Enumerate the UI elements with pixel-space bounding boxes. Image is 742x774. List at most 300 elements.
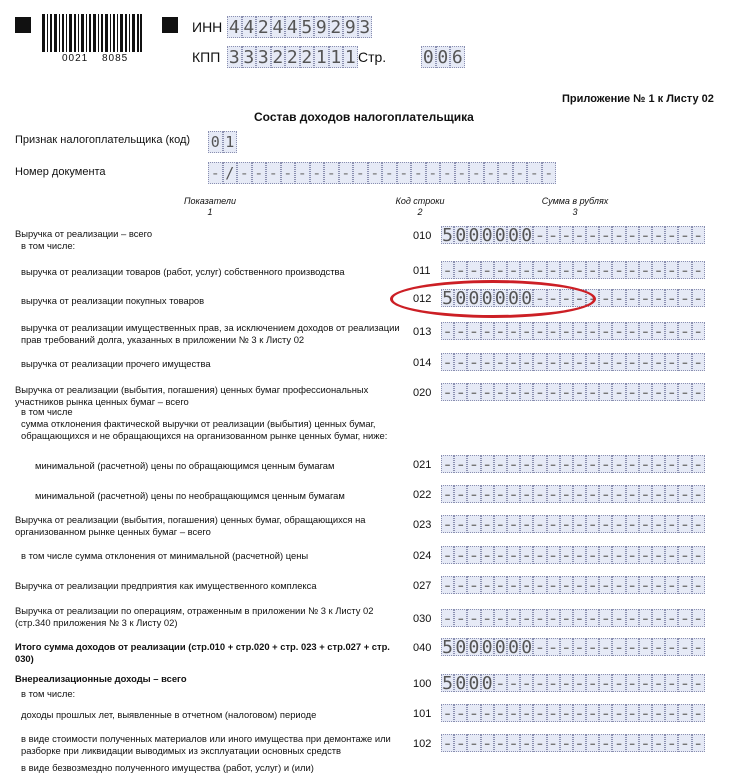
inn-field[interactable] — [227, 16, 372, 38]
char-cell: 2 — [301, 47, 313, 68]
row-label: доходы прошлых лет, выявленные в отчетном (налоговом) периоде — [21, 709, 317, 720]
char-cell: - — [534, 321, 546, 342]
char-cell: - — [666, 288, 678, 309]
char-cell: - — [692, 260, 704, 281]
char-cell: - — [692, 514, 704, 535]
char-cell: - — [666, 575, 678, 596]
char-cell: - — [521, 321, 533, 342]
char-cell: - — [508, 703, 519, 724]
char-cell: - — [442, 260, 454, 281]
char-cell: - — [626, 454, 638, 475]
char-cell: - — [626, 352, 638, 373]
char-cell: - — [442, 382, 454, 403]
char-cell: - — [468, 514, 480, 535]
row-code: 020 — [413, 387, 432, 399]
char-cell: - — [613, 382, 625, 403]
char-cell: - — [639, 637, 651, 658]
char-cell: - — [481, 382, 493, 403]
amount-field-101[interactable] — [441, 704, 705, 722]
char-cell: - — [560, 288, 572, 309]
row-code: 030 — [413, 613, 432, 625]
char-cell: - — [534, 545, 546, 566]
char-cell: - — [494, 545, 506, 566]
column-title: Сумма в рублях — [541, 196, 609, 206]
char-cell: 0 — [208, 131, 223, 153]
row-label: в том числе сумма отклонения от минимальной (расчетной) цены — [21, 550, 309, 561]
char-cell: 0 — [468, 637, 480, 658]
char-cell: 5 — [442, 637, 454, 658]
char-cell: - — [587, 673, 599, 694]
char-cell: - — [587, 288, 599, 309]
amount-field-030[interactable] — [441, 609, 705, 627]
char-cell: - — [455, 608, 467, 629]
kpp-field[interactable] — [227, 46, 358, 68]
char-cell: - — [481, 321, 493, 342]
char-cell: - — [534, 454, 546, 475]
form-title: Состав доходов налогоплательщика — [254, 110, 474, 124]
char-cell: - — [639, 382, 651, 403]
amount-field-024[interactable] — [441, 546, 705, 564]
char-cell: - — [494, 673, 506, 694]
column-number: 1 — [207, 207, 213, 217]
char-cell: - — [679, 733, 691, 754]
char-cell: - — [498, 162, 513, 184]
char-cell: - — [547, 673, 559, 694]
row-code: 011 — [413, 265, 431, 277]
char-cell: - — [653, 321, 665, 342]
char-cell: - — [481, 514, 493, 535]
char-cell: - — [534, 382, 546, 403]
amount-field-014[interactable] — [441, 353, 705, 371]
char-cell: - — [692, 733, 704, 754]
row-code: 024 — [413, 550, 432, 562]
amount-field-013[interactable] — [441, 322, 705, 340]
char-cell: - — [666, 637, 678, 658]
amount-field-011[interactable] — [441, 261, 705, 279]
char-cell: - — [600, 637, 612, 658]
char-cell: - — [534, 288, 546, 309]
amount-field-040[interactable] — [441, 638, 705, 656]
amount-field-022[interactable] — [441, 485, 705, 503]
char-cell: - — [455, 575, 467, 596]
char-cell: - — [494, 575, 506, 596]
char-cell: 0 — [455, 673, 467, 694]
char-cell: - — [481, 733, 493, 754]
page-number-field[interactable] — [421, 46, 465, 68]
char-cell: 6 — [451, 47, 463, 68]
char-cell: 0 — [468, 288, 480, 309]
char-cell: - — [613, 637, 625, 658]
char-cell: - — [600, 673, 612, 694]
char-cell: - — [639, 514, 651, 535]
char-cell: - — [442, 352, 454, 373]
char-cell: - — [508, 514, 519, 535]
row-label: в том числе: — [21, 240, 76, 251]
char-cell: - — [626, 608, 638, 629]
char-cell: 3 — [257, 47, 269, 68]
column-number: 2 — [417, 207, 423, 217]
char-cell: - — [310, 162, 325, 184]
row-label: выручка от реализации товаров (работ, услуг) собственного производства — [21, 266, 345, 277]
char-cell: - — [639, 673, 651, 694]
char-cell: - — [626, 260, 638, 281]
char-cell: - — [587, 484, 599, 505]
char-cell: 0 — [468, 673, 480, 694]
row-code: 027 — [413, 580, 432, 592]
char-cell: 0 — [521, 225, 533, 246]
char-cell: - — [639, 321, 651, 342]
char-cell: - — [613, 288, 625, 309]
char-cell: - — [587, 637, 599, 658]
char-cell: - — [547, 225, 559, 246]
doc-number-field[interactable] — [208, 162, 556, 184]
corner-marker-right — [162, 17, 178, 33]
char-cell: - — [666, 608, 678, 629]
char-cell: - — [481, 352, 493, 373]
row-code: 012 — [413, 293, 432, 305]
char-cell: - — [442, 608, 454, 629]
char-cell: - — [653, 484, 665, 505]
char-cell: - — [560, 637, 572, 658]
char-cell: - — [679, 382, 691, 403]
amount-field-020[interactable] — [441, 383, 705, 401]
char-cell: - — [339, 162, 354, 184]
char-cell: - — [494, 514, 506, 535]
char-cell: - — [560, 484, 572, 505]
row-label: Выручка от реализации по операциям, отраженным в приложении № 3 к Листу 02 (стр.340 приложения № 3 к Листу 02) — [15, 605, 374, 628]
char-cell: - — [521, 382, 533, 403]
char-cell: - — [574, 514, 585, 535]
char-cell: - — [613, 514, 625, 535]
char-cell: - — [679, 608, 691, 629]
char-cell: - — [481, 454, 493, 475]
char-cell: 0 — [455, 288, 467, 309]
char-cell: - — [508, 575, 519, 596]
char-cell: - — [692, 637, 704, 658]
char-cell: - — [411, 162, 426, 184]
char-cell: - — [653, 545, 665, 566]
char-cell: - — [600, 288, 612, 309]
row-label: выручка от реализации прочего имущества — [21, 358, 211, 369]
char-cell: - — [692, 288, 704, 309]
char-cell: 2 — [330, 17, 342, 38]
char-cell: - — [508, 733, 519, 754]
char-cell: - — [547, 484, 559, 505]
amount-field-102[interactable] — [441, 734, 705, 752]
char-cell: - — [626, 225, 638, 246]
char-cell: - — [679, 225, 691, 246]
char-cell: - — [574, 352, 585, 373]
char-cell: 0 — [455, 225, 467, 246]
char-cell: - — [468, 608, 480, 629]
char-cell: - — [574, 703, 585, 724]
char-cell: 5 — [442, 288, 454, 309]
char-cell: - — [560, 575, 572, 596]
char-cell: - — [653, 288, 665, 309]
char-cell: 4 — [286, 17, 298, 38]
char-cell: - — [666, 260, 678, 281]
char-cell: - — [508, 260, 519, 281]
char-cell: - — [494, 608, 506, 629]
char-cell: - — [666, 321, 678, 342]
char-cell: - — [639, 454, 651, 475]
char-cell: - — [613, 673, 625, 694]
char-cell: - — [468, 321, 480, 342]
char-cell: - — [547, 545, 559, 566]
char-cell: - — [666, 382, 678, 403]
char-cell: - — [639, 288, 651, 309]
char-cell: - — [626, 703, 638, 724]
char-cell: - — [600, 454, 612, 475]
char-cell: - — [679, 288, 691, 309]
char-cell: - — [468, 733, 480, 754]
char-cell: - — [639, 608, 651, 629]
char-cell: - — [468, 454, 480, 475]
char-cell: - — [679, 454, 691, 475]
char-cell: 4 — [243, 17, 255, 38]
char-cell: - — [626, 575, 638, 596]
char-cell: - — [613, 733, 625, 754]
char-cell: - — [666, 514, 678, 535]
char-cell: - — [481, 260, 493, 281]
char-cell: - — [542, 162, 557, 184]
char-cell: 0 — [455, 637, 467, 658]
char-cell: 0 — [468, 225, 480, 246]
amount-field-010[interactable] — [441, 226, 705, 244]
char-cell: - — [574, 225, 585, 246]
char-cell: 0 — [422, 47, 434, 68]
char-cell: - — [626, 321, 638, 342]
char-cell: - — [508, 454, 519, 475]
char-cell: - — [534, 225, 546, 246]
row-code: 010 — [413, 230, 432, 242]
char-cell: - — [613, 608, 625, 629]
kpp-label: КПП — [192, 49, 221, 65]
char-cell: 2 — [286, 47, 298, 68]
char-cell: - — [534, 608, 546, 629]
char-cell: - — [426, 162, 441, 184]
char-cell: 0 — [481, 673, 493, 694]
amount-field-023[interactable] — [441, 515, 705, 533]
char-cell: - — [455, 514, 467, 535]
char-cell: - — [613, 260, 625, 281]
char-cell: - — [692, 225, 704, 246]
char-cell: - — [600, 382, 612, 403]
char-cell: - — [455, 382, 467, 403]
char-cell: - — [574, 608, 585, 629]
char-cell: - — [547, 260, 559, 281]
char-cell: - — [560, 352, 572, 373]
char-cell: 2 — [272, 47, 284, 68]
char-cell: - — [653, 673, 665, 694]
char-cell: - — [534, 703, 546, 724]
char-cell: - — [534, 673, 546, 694]
char-cell: - — [600, 352, 612, 373]
char-cell: - — [613, 225, 625, 246]
char-cell: - — [626, 288, 638, 309]
char-cell: - — [587, 575, 599, 596]
char-cell: - — [397, 162, 412, 184]
char-cell: - — [484, 162, 499, 184]
char-cell: - — [560, 454, 572, 475]
char-cell: - — [547, 352, 559, 373]
char-cell: - — [587, 733, 599, 754]
char-cell: - — [560, 545, 572, 566]
char-cell: - — [494, 454, 506, 475]
char-cell: - — [442, 484, 454, 505]
char-cell: - — [521, 673, 533, 694]
char-cell: - — [508, 484, 519, 505]
char-cell: 0 — [481, 225, 493, 246]
char-cell: - — [534, 352, 546, 373]
char-cell: - — [574, 321, 585, 342]
char-cell: - — [455, 454, 467, 475]
char-cell: - — [494, 484, 506, 505]
char-cell: - — [469, 162, 484, 184]
column-header-line-code — [380, 196, 460, 218]
char-cell: - — [666, 225, 678, 246]
char-cell: - — [600, 575, 612, 596]
char-cell: - — [574, 288, 585, 309]
char-cell: - — [613, 321, 625, 342]
char-cell: - — [468, 382, 480, 403]
char-cell: - — [547, 575, 559, 596]
char-cell: - — [639, 484, 651, 505]
char-cell: - — [613, 575, 625, 596]
char-cell: - — [692, 545, 704, 566]
char-cell: - — [666, 673, 678, 694]
char-cell: - — [600, 321, 612, 342]
char-cell: - — [560, 382, 572, 403]
char-cell: - — [574, 575, 585, 596]
char-cell: - — [692, 703, 704, 724]
char-cell: - — [587, 225, 599, 246]
char-cell: - — [653, 454, 665, 475]
char-cell: - — [613, 545, 625, 566]
char-cell: 9 — [344, 17, 356, 38]
char-cell: - — [587, 514, 599, 535]
char-cell: - — [587, 260, 599, 281]
column-number: 3 — [572, 207, 578, 217]
row-label: в виде безвозмездно полученного имущества (работ, услуг) и (или) — [21, 762, 314, 773]
char-cell: - — [521, 514, 533, 535]
char-cell: - — [455, 545, 467, 566]
barcode — [42, 14, 142, 52]
char-cell: 2 — [257, 17, 269, 38]
page-label: Стр. — [358, 49, 387, 65]
char-cell: - — [521, 545, 533, 566]
char-cell: - — [508, 673, 519, 694]
char-cell: 1 — [223, 131, 238, 153]
char-cell: 5 — [442, 673, 454, 694]
char-cell: - — [639, 225, 651, 246]
char-cell: - — [639, 352, 651, 373]
char-cell: - — [252, 162, 267, 184]
char-cell: - — [679, 637, 691, 658]
char-cell: - — [692, 608, 704, 629]
char-cell: - — [666, 484, 678, 505]
char-cell: - — [455, 733, 467, 754]
char-cell: - — [481, 575, 493, 596]
row-label: Выручка от реализации предприятия как имущественного комплекса — [15, 580, 317, 591]
char-cell: - — [560, 225, 572, 246]
char-cell: - — [534, 733, 546, 754]
char-cell: - — [626, 733, 638, 754]
column-header-indicators — [160, 196, 260, 218]
char-cell: 4 — [228, 17, 240, 38]
char-cell: 0 — [521, 637, 533, 658]
doc-number-label: Номер документа — [15, 166, 106, 178]
char-cell: - — [442, 321, 454, 342]
char-cell: - — [455, 162, 470, 184]
char-cell: - — [442, 703, 454, 724]
char-cell: - — [600, 514, 612, 535]
char-cell: 0 — [481, 288, 493, 309]
char-cell: 0 — [494, 637, 506, 658]
char-cell: - — [574, 637, 585, 658]
char-cell: - — [679, 673, 691, 694]
row-code: 100 — [413, 678, 432, 690]
char-cell: - — [560, 733, 572, 754]
char-cell: - — [547, 288, 559, 309]
char-cell: - — [442, 575, 454, 596]
char-cell: - — [587, 545, 599, 566]
amount-field-027[interactable] — [441, 576, 705, 594]
char-cell: - — [587, 352, 599, 373]
char-cell: - — [587, 703, 599, 724]
char-cell: 0 — [508, 225, 519, 246]
char-cell: - — [574, 484, 585, 505]
char-cell: - — [521, 703, 533, 724]
char-cell: - — [560, 608, 572, 629]
char-cell: - — [679, 352, 691, 373]
char-cell: - — [468, 260, 480, 281]
char-cell: / — [223, 162, 238, 184]
char-cell: - — [494, 733, 506, 754]
row-label: Выручка от реализации (выбытия, погашения) ценных бумаг профессиональных участников рынка ценных бумаг – всего — [15, 384, 369, 407]
char-cell: - — [208, 162, 223, 184]
row-code: 022 — [413, 489, 432, 501]
char-cell: - — [237, 162, 252, 184]
char-cell: - — [534, 637, 546, 658]
char-cell: - — [574, 545, 585, 566]
char-cell: - — [521, 575, 533, 596]
row-label: минимальной (расчетной) цены по обращающимся ценным бумагам — [35, 460, 335, 471]
char-cell: - — [600, 608, 612, 629]
char-cell: - — [281, 162, 296, 184]
char-cell: - — [442, 545, 454, 566]
amount-field-021[interactable] — [441, 455, 705, 473]
char-cell: - — [455, 352, 467, 373]
char-cell: - — [494, 260, 506, 281]
char-cell: - — [574, 260, 585, 281]
char-cell: - — [639, 575, 651, 596]
char-cell: - — [468, 545, 480, 566]
char-cell: - — [521, 484, 533, 505]
char-cell: - — [679, 484, 691, 505]
char-cell: 0 — [494, 225, 506, 246]
char-cell: - — [508, 382, 519, 403]
char-cell: - — [613, 484, 625, 505]
char-cell: - — [324, 162, 339, 184]
taxpayer-sign-field[interactable] — [208, 131, 237, 153]
amount-field-100[interactable] — [441, 674, 705, 692]
char-cell: - — [626, 382, 638, 403]
char-cell: - — [613, 352, 625, 373]
char-cell: - — [639, 733, 651, 754]
char-cell: - — [574, 454, 585, 475]
char-cell: - — [574, 382, 585, 403]
